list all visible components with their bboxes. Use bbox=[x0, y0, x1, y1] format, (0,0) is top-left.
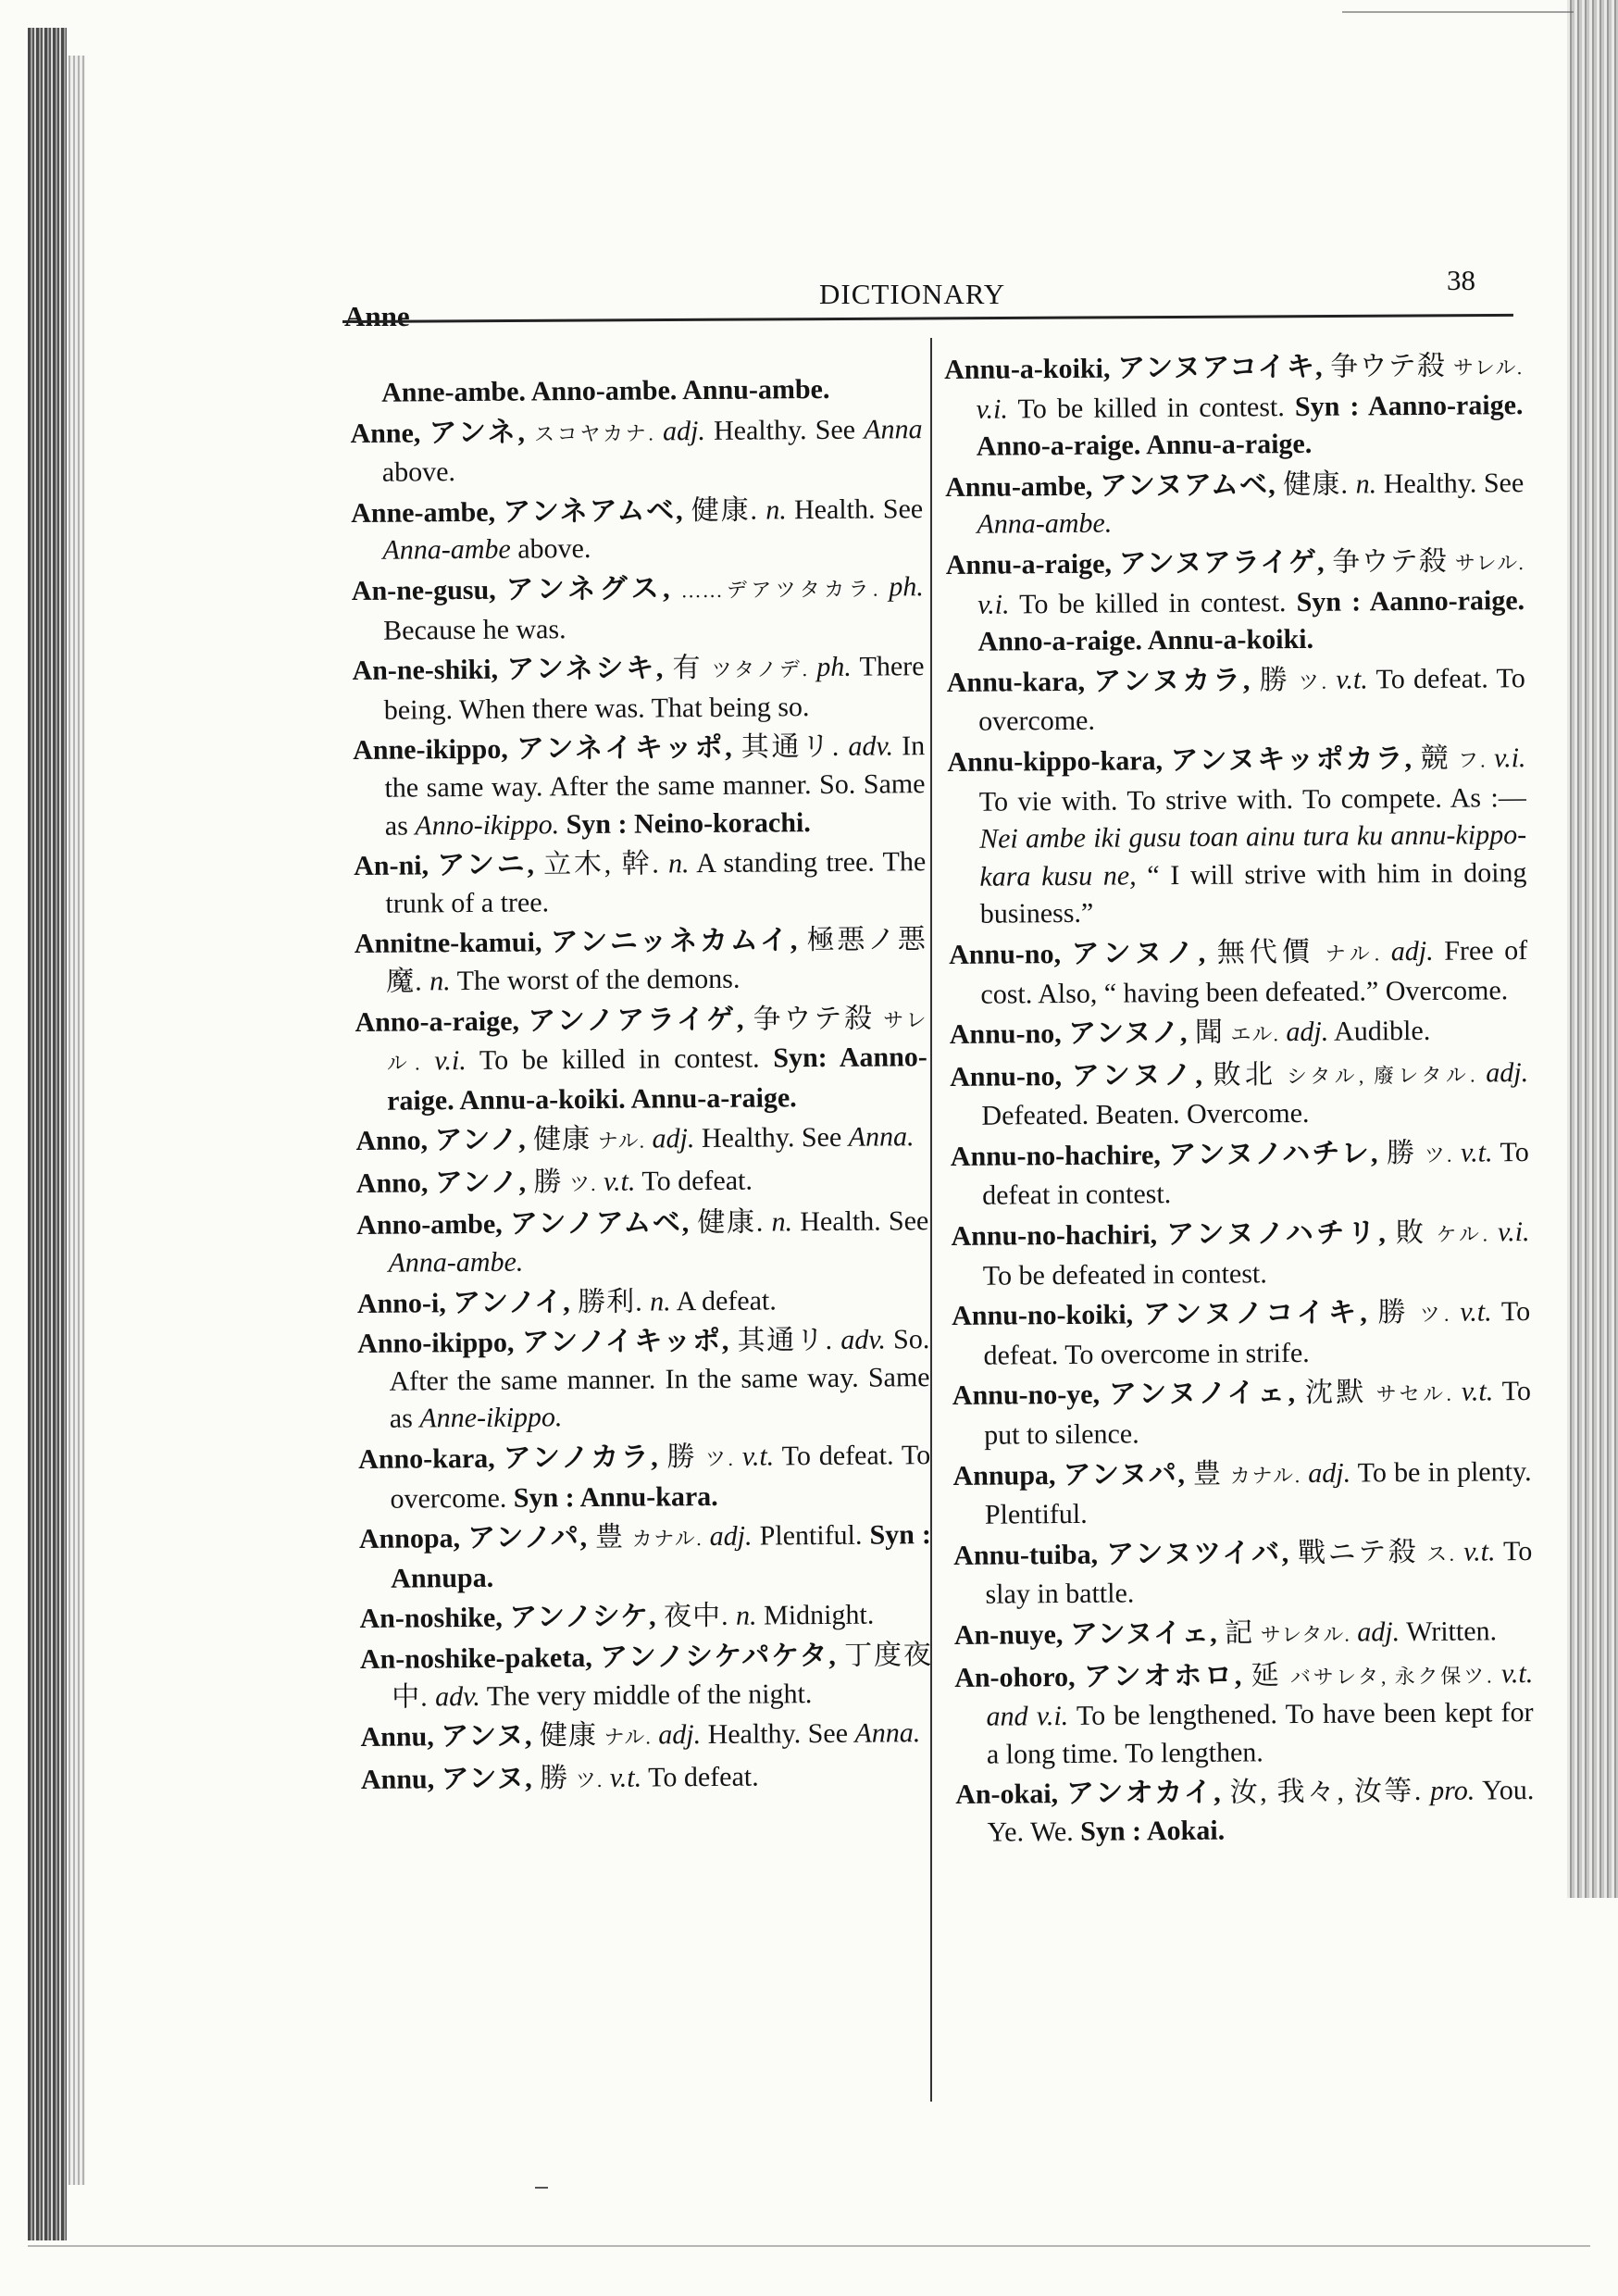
part-of-speech: v.i. bbox=[977, 589, 1010, 620]
cross-reference: Anno-ikippo. bbox=[415, 808, 560, 841]
kanji-gloss: 競 bbox=[1420, 742, 1450, 774]
dictionary-entry bbox=[947, 740, 1527, 934]
definition: To be killed in contest. bbox=[1019, 586, 1287, 619]
part-of-speech: ph. bbox=[889, 571, 924, 603]
headword: Annu, bbox=[360, 1764, 435, 1795]
kanji-gloss: 勝 bbox=[533, 1167, 563, 1198]
definition: Healthy. See bbox=[701, 1122, 842, 1154]
katakana-reading: アンオカイ, bbox=[1065, 1778, 1222, 1810]
headword: An-okai, bbox=[955, 1778, 1059, 1811]
definition: So. After the same manner. In the same way. Same as bbox=[389, 1324, 930, 1435]
katakana-reading: アンノイ, bbox=[453, 1286, 571, 1318]
definition: To be killed in contest. bbox=[479, 1042, 760, 1077]
definition: Plentiful. bbox=[759, 1519, 863, 1552]
part-of-speech: adj. bbox=[652, 1123, 695, 1154]
kanji-gloss: 健康. bbox=[1283, 468, 1350, 500]
definition: The very middle of the night. bbox=[486, 1678, 813, 1712]
katakana-reading: アンヌノ, bbox=[1068, 1017, 1189, 1050]
dictionary-entry bbox=[952, 1293, 1531, 1375]
kana-gloss: ナル. bbox=[597, 1129, 646, 1154]
katakana-reading: アンヌアライゲ, bbox=[1118, 546, 1326, 580]
kanji-gloss: 沈默 bbox=[1304, 1377, 1367, 1409]
definition: To put to silence. bbox=[984, 1376, 1532, 1451]
kanji-gloss: 其通リ. bbox=[737, 1325, 834, 1356]
kana-gloss: ツ. bbox=[1419, 1302, 1450, 1327]
part-of-speech: v.t. bbox=[1460, 1137, 1493, 1168]
part-of-speech: adj. bbox=[658, 1719, 702, 1751]
headword: Annu-a-koiki, bbox=[944, 353, 1111, 385]
katakana-reading: アンノシケパケタ, bbox=[599, 1640, 837, 1673]
dictionary-entry bbox=[944, 347, 1524, 467]
kana-gloss: ナル. bbox=[604, 1725, 652, 1750]
dictionary-entry bbox=[946, 543, 1525, 662]
part-of-speech: adj. bbox=[1308, 1457, 1351, 1489]
headword: Annu-no-hachiri, bbox=[951, 1219, 1158, 1253]
katakana-reading: アンノパ, bbox=[467, 1522, 589, 1554]
headword: Anno, bbox=[355, 1125, 429, 1157]
part-of-speech: adj. bbox=[1390, 935, 1434, 967]
kana-gloss: ナル. bbox=[1325, 942, 1381, 966]
definition: To be lengthened. To have been kept for a long time. To lengthen. bbox=[986, 1697, 1534, 1770]
dictionary-entry bbox=[354, 843, 927, 923]
part-of-speech: n. bbox=[735, 1600, 757, 1632]
definition: Health. See bbox=[793, 493, 924, 526]
kanji-gloss: 健康. bbox=[697, 1206, 765, 1239]
kanji-gloss: 丁度夜中. bbox=[392, 1640, 933, 1713]
headword: Annu-tuiba, bbox=[953, 1539, 1099, 1571]
katakana-reading: アンネシキ, bbox=[506, 653, 665, 685]
cross-reference: Anna. bbox=[848, 1121, 915, 1154]
synonyms: Syn : Aanno-raige. Anno-a-raige. Annu-a-koiki. bbox=[977, 584, 1525, 657]
dictionary-entry bbox=[950, 1054, 1529, 1136]
dictionary-entry bbox=[359, 1597, 931, 1639]
kana-gloss: ツ. bbox=[575, 1767, 604, 1791]
katakana-reading: アンヌノハチレ, bbox=[1168, 1138, 1379, 1170]
kanji-gloss: 勝 bbox=[1386, 1137, 1417, 1169]
katakana-reading: アンニッネカムイ, bbox=[550, 925, 799, 958]
part-of-speech: n. bbox=[667, 848, 690, 880]
katakana-reading: アンノ, bbox=[434, 1124, 527, 1156]
scan-edge-left-inner bbox=[68, 56, 85, 2185]
part-of-speech: adv. bbox=[435, 1680, 480, 1712]
running-head: Anne bbox=[344, 300, 410, 332]
katakana-reading: アンヌアコイキ, bbox=[1117, 351, 1324, 384]
definition: Written. bbox=[1406, 1616, 1498, 1648]
headword: Annu-ambe, bbox=[945, 470, 1093, 503]
kana-gloss: ツタノデ. bbox=[711, 657, 809, 682]
dictionary-entry bbox=[356, 1204, 929, 1283]
headword: Anno, bbox=[355, 1167, 429, 1199]
headword: Anno-ambe, bbox=[356, 1209, 503, 1242]
part-of-speech: v.t. bbox=[1462, 1536, 1496, 1567]
section-title: DICTIONARY bbox=[819, 278, 1006, 310]
headword: An-ohoro, bbox=[954, 1661, 1076, 1693]
part-of-speech: v.t. bbox=[1336, 664, 1368, 695]
headword: An-ne-gusu, bbox=[351, 574, 496, 606]
definition: To defeat. bbox=[641, 1165, 753, 1197]
kanji-gloss: 健康 bbox=[539, 1720, 598, 1752]
headword: Anno-kara, bbox=[358, 1442, 495, 1475]
dictionary-entry bbox=[361, 1757, 933, 1801]
dictionary-entry bbox=[952, 1454, 1532, 1535]
katakana-reading: アンネアムベ, bbox=[503, 494, 684, 528]
kana-gloss: スコヤカナ. bbox=[533, 421, 654, 446]
part-of-speech: v.t. bbox=[609, 1762, 642, 1793]
definition: A defeat. bbox=[676, 1285, 777, 1316]
part-of-speech: adj. bbox=[709, 1520, 753, 1553]
kana-gloss: サレル. bbox=[1454, 551, 1525, 575]
kanji-gloss: 勝利. bbox=[578, 1286, 643, 1317]
part-of-speech: v.t. bbox=[1461, 1376, 1494, 1408]
cross-reference: Anna bbox=[864, 413, 923, 445]
stray-mark bbox=[535, 2187, 548, 2189]
headword: An-nuye, bbox=[953, 1619, 1064, 1651]
scan-bottom-line bbox=[28, 2245, 1590, 2247]
kanji-gloss: 勝 bbox=[1377, 1297, 1410, 1329]
kanji-gloss: 記 bbox=[1225, 1617, 1254, 1649]
kana-gloss: ス. bbox=[1426, 1541, 1456, 1566]
dictionary-entry bbox=[355, 921, 927, 1001]
kanji-gloss: 健康. bbox=[691, 494, 759, 526]
kanji-gloss: 立木, 幹. bbox=[543, 848, 660, 880]
headword: An-ne-shiki, bbox=[352, 654, 499, 687]
kanji-gloss: 健康 bbox=[533, 1124, 591, 1155]
definition: Health. See bbox=[800, 1205, 929, 1238]
kanji-gloss: 勝 bbox=[540, 1762, 569, 1794]
headword: Annu-kippo-kara, bbox=[947, 745, 1164, 778]
katakana-reading: アンヌアムベ, bbox=[1099, 468, 1276, 502]
katakana-reading: アンノアライゲ, bbox=[528, 1004, 745, 1037]
kanji-gloss: 争ウテ殺 bbox=[1332, 545, 1449, 578]
katakana-reading: アンネイキッポ, bbox=[516, 732, 733, 765]
kana-gloss: カナル. bbox=[1229, 1463, 1301, 1488]
kanji-gloss: 争ウテ殺 bbox=[1330, 350, 1447, 382]
part-of-speech: adv. bbox=[840, 1324, 887, 1356]
headword: Annitne-kamui, bbox=[354, 927, 542, 960]
left-column bbox=[350, 370, 933, 1803]
kanji-gloss: 戰ニテ殺 bbox=[1298, 1536, 1419, 1568]
headword: Annu-no-ye, bbox=[952, 1379, 1101, 1412]
definition: Healthy. See bbox=[1383, 467, 1525, 500]
headword: Anno-i, bbox=[356, 1287, 446, 1319]
definition: In the same way. After the same manner. So. Same as bbox=[384, 730, 926, 842]
katakana-reading: アンネグス, bbox=[505, 573, 671, 605]
dictionary-entry bbox=[357, 1281, 929, 1323]
headword: Annu-no-hachire, bbox=[950, 1140, 1161, 1172]
part-of-speech: v.i. bbox=[1493, 742, 1526, 774]
part-of-speech: v.i. bbox=[434, 1045, 467, 1077]
definition: To be defeated in contest. bbox=[982, 1257, 1267, 1292]
headword: Annu-kara, bbox=[946, 666, 1086, 698]
page-number: 38 bbox=[1447, 264, 1475, 296]
dictionary-entry bbox=[955, 1772, 1535, 1852]
katakana-reading: アンヌノ, bbox=[1071, 1059, 1204, 1092]
headword: An-ni, bbox=[354, 850, 429, 882]
kanji-gloss: 勝 bbox=[1259, 664, 1290, 696]
katakana-reading: アンヌパ, bbox=[1063, 1458, 1187, 1491]
kanji-gloss: 延 bbox=[1251, 1659, 1282, 1691]
definition: To defeat. To overcome. bbox=[390, 1440, 931, 1515]
part-of-speech: v.t. bbox=[603, 1166, 636, 1197]
dictionary-entry bbox=[355, 1118, 927, 1162]
synonyms: Syn : Annupa. bbox=[391, 1519, 932, 1594]
dictionary-entry bbox=[359, 1516, 932, 1598]
part-of-speech: v.t. bbox=[741, 1441, 775, 1472]
dictionary-entry bbox=[360, 1715, 932, 1758]
part-of-speech: v.i. bbox=[976, 393, 1009, 425]
part-of-speech: v.t. bbox=[1460, 1296, 1492, 1328]
kana-gloss: サレル. bbox=[1452, 356, 1524, 380]
kanji-gloss: 汝, 我々, 汝等. bbox=[1229, 1776, 1423, 1808]
headword: Annu-no, bbox=[948, 938, 1062, 970]
katakana-reading: アンノ, bbox=[434, 1167, 528, 1199]
dictionary-entry bbox=[355, 1000, 927, 1121]
dictionary-entry bbox=[950, 1012, 1528, 1056]
synonyms: Syn: Aanno-raige. Annu-a-koiki. Annu-a-raige. bbox=[387, 1042, 927, 1117]
dictionary-entry bbox=[353, 728, 926, 845]
definition: You. Ye. We. bbox=[987, 1775, 1535, 1848]
kanji-gloss: 豊 bbox=[594, 1521, 625, 1554]
definition: The worst of the demons. bbox=[456, 963, 741, 997]
kana-gloss: ツ. bbox=[568, 1171, 597, 1196]
kanji-gloss: 勝 bbox=[666, 1441, 698, 1473]
katakana-reading: アンノイキッポ, bbox=[521, 1326, 730, 1358]
katakana-reading: アンヌキッポカラ, bbox=[1170, 742, 1413, 777]
dictionary-entry bbox=[351, 491, 924, 570]
dictionary-entry bbox=[947, 660, 1526, 742]
definition: Defeated. Beaten. Overcome. bbox=[981, 1098, 1310, 1131]
kanji-gloss: 有 bbox=[672, 653, 703, 684]
kana-gloss: ……デアツタカラ. bbox=[680, 577, 879, 603]
kana-gloss: ツ. bbox=[1298, 669, 1328, 693]
right-column bbox=[944, 347, 1535, 1854]
dictionary-entry bbox=[357, 1321, 930, 1439]
kana-gloss: フ. bbox=[1457, 748, 1487, 772]
definition: To defeat. To overcome. bbox=[978, 662, 1525, 738]
kana-gloss: サレル. bbox=[386, 1007, 927, 1075]
kana-gloss: サレタル. bbox=[1260, 1622, 1350, 1647]
dictionary-entry bbox=[350, 411, 923, 493]
headword: Annu-no-koiki, bbox=[952, 1299, 1134, 1332]
kanji-gloss: 夜中. bbox=[663, 1601, 729, 1632]
kana-gloss: ツ. bbox=[704, 1446, 734, 1471]
katakana-reading: アンヌツイバ, bbox=[1105, 1537, 1290, 1570]
part-of-speech: adj. bbox=[662, 415, 706, 446]
definition-tail: “ I will strive with him in doing business.” bbox=[979, 856, 1527, 930]
kanji-gloss: 敗北 bbox=[1213, 1058, 1277, 1091]
dictionary-entry bbox=[954, 1613, 1533, 1657]
definition: To defeat. To overcome in strife. bbox=[983, 1296, 1531, 1371]
katakana-reading: アンヌノハチリ, bbox=[1165, 1217, 1387, 1251]
kana-gloss: カナル. bbox=[631, 1527, 703, 1551]
headword: Anno-ikippo, bbox=[357, 1327, 515, 1360]
dictionary-entry bbox=[352, 568, 925, 650]
part-of-speech: v.t. and v.i. bbox=[986, 1657, 1534, 1732]
kanji-gloss: 無代價 bbox=[1216, 936, 1315, 968]
definition: To be killed in contest. bbox=[1017, 391, 1285, 424]
synonyms: Syn : Neino-korachi. bbox=[566, 806, 811, 840]
kanji-gloss: 争ウテ殺 bbox=[753, 1003, 875, 1035]
kana-gloss: ケル. bbox=[1436, 1222, 1489, 1246]
definition-tail: above. bbox=[381, 456, 456, 488]
cross-reference: Anna-ambe bbox=[382, 534, 511, 567]
kanji-gloss: 極悪ノ悪魔. bbox=[386, 924, 927, 997]
cross-reference: Anna-ambe. bbox=[388, 1246, 524, 1279]
kana-gloss: シタル, 廢レタル. bbox=[1286, 1063, 1476, 1088]
dictionary-entry bbox=[952, 1373, 1532, 1454]
column-divider bbox=[930, 338, 932, 2102]
headword: Annu-a-raige, bbox=[945, 548, 1113, 580]
synonyms: Syn : Annu-kara. bbox=[513, 1480, 718, 1514]
dictionary-entry bbox=[350, 370, 922, 412]
definition: Because he was. bbox=[383, 613, 566, 646]
dictionary-entry bbox=[954, 1655, 1534, 1775]
definition: Midnight. bbox=[763, 1600, 875, 1631]
kanji-gloss: 敗 bbox=[1395, 1217, 1427, 1249]
kana-gloss: サセル. bbox=[1375, 1382, 1453, 1406]
katakana-reading: アンヌ, bbox=[441, 1763, 533, 1795]
definition: There being. When there was. That being so. bbox=[383, 651, 925, 726]
synonyms: Anne-ambe. Anno-ambe. Annu-ambe. bbox=[381, 373, 830, 408]
kanji-gloss: 其通リ. bbox=[741, 731, 840, 764]
part-of-speech: pro. bbox=[1430, 1775, 1475, 1807]
definition: Healthy. See bbox=[713, 414, 856, 446]
kana-gloss: エル. bbox=[1230, 1022, 1280, 1046]
kanji-gloss: 豊 bbox=[1192, 1458, 1223, 1490]
part-of-speech: adj. bbox=[1486, 1056, 1529, 1089]
definition: To be in plenty. Plentiful. bbox=[984, 1455, 1532, 1530]
katakana-reading: アンヌ, bbox=[441, 1720, 533, 1753]
headword: Anne, bbox=[350, 417, 421, 449]
scan-edge-left bbox=[28, 28, 67, 2240]
part-of-speech: n. bbox=[1355, 468, 1377, 500]
part-of-speech: n. bbox=[650, 1285, 671, 1317]
cross-reference: Anna. bbox=[854, 1717, 921, 1749]
dictionary-entry bbox=[949, 932, 1528, 1014]
headword: An-noshike-paketa, bbox=[359, 1641, 592, 1675]
definition: Audible. bbox=[1333, 1015, 1431, 1047]
katakana-reading: アンノアムベ, bbox=[509, 1207, 691, 1241]
katakana-reading: アンヌノ, bbox=[1071, 937, 1207, 969]
kana-gloss: バサレタ, 永ク保ツ. bbox=[1289, 1663, 1493, 1689]
katakana-reading: アンヌイェ, bbox=[1069, 1617, 1218, 1650]
katakana-reading: アンヌノコイキ, bbox=[1142, 1297, 1368, 1330]
definition: To slay in battle. bbox=[985, 1535, 1533, 1611]
definition-tail: above. bbox=[517, 533, 591, 565]
headword: Annopa, bbox=[358, 1523, 461, 1555]
katakana-reading: アンオホロ, bbox=[1083, 1660, 1243, 1692]
katakana-reading: アンヌノイェ, bbox=[1108, 1378, 1297, 1411]
dictionary-entry bbox=[352, 648, 925, 730]
headword: Annu-no, bbox=[949, 1018, 1062, 1051]
dictionary-entry bbox=[358, 1437, 931, 1518]
headword: Anne-ambe, bbox=[351, 496, 496, 529]
part-of-speech: n. bbox=[771, 1206, 793, 1238]
page-header bbox=[0, 0, 1618, 333]
part-of-speech: adj. bbox=[1286, 1016, 1329, 1048]
kanji-gloss: 聞 bbox=[1194, 1017, 1225, 1048]
dictionary-entry bbox=[360, 1637, 933, 1716]
katakana-reading: アンノシケ, bbox=[509, 1601, 657, 1634]
part-of-speech: n. bbox=[765, 494, 787, 526]
katakana-reading: アンニ, bbox=[437, 849, 536, 881]
dictionary-entry bbox=[951, 1134, 1530, 1216]
katakana-reading: アンノカラ, bbox=[503, 1441, 659, 1474]
cross-reference: Anna-ambe. bbox=[977, 507, 1113, 541]
cross-reference: Anne-ikippo. bbox=[419, 1402, 563, 1434]
cross-reference: Nei ambe iki gusu toan ainu tura ku annu-kippo-kara kusu ne, bbox=[979, 819, 1527, 892]
katakana-reading: アンネ, bbox=[429, 417, 527, 448]
part-of-speech: adv. bbox=[848, 730, 894, 763]
headword: Anne-ikippo, bbox=[353, 734, 508, 767]
header-rule bbox=[342, 314, 1513, 323]
definition: A standing tree. The trunk of a tree. bbox=[385, 846, 927, 919]
kana-gloss: ツ. bbox=[1424, 1142, 1453, 1167]
dictionary-entry bbox=[953, 1533, 1533, 1615]
dictionary-entry bbox=[945, 465, 1525, 544]
dictionary-entry bbox=[356, 1161, 928, 1204]
dictionary-entry bbox=[951, 1214, 1530, 1295]
definition: To defeat. bbox=[648, 1761, 759, 1793]
part-of-speech: ph. bbox=[816, 651, 852, 683]
part-of-speech: n. bbox=[429, 966, 451, 997]
definition: To vie with. To strive with. To compete. As :— bbox=[978, 781, 1526, 817]
headword: Annu-no, bbox=[950, 1060, 1063, 1092]
part-of-speech: v.i. bbox=[1497, 1217, 1530, 1248]
synonyms: Syn : Aanno-raige. Anno-a-raige. Annu-a-raige. bbox=[976, 389, 1524, 462]
headword: An-noshike, bbox=[359, 1603, 503, 1635]
definition: Free of cost. Also, “ having been defeated.” Overcome. bbox=[980, 934, 1528, 1010]
part-of-speech: adj. bbox=[1357, 1616, 1400, 1648]
headword: Annu, bbox=[360, 1721, 434, 1753]
definition: To defeat in contest. bbox=[982, 1136, 1529, 1212]
katakana-reading: アンヌカラ, bbox=[1093, 665, 1251, 697]
headword: Annupa, bbox=[952, 1459, 1056, 1491]
headword: Anno-a-raige, bbox=[355, 1005, 520, 1038]
definition: Healthy. See bbox=[707, 1718, 849, 1751]
synonyms: Syn : Aokai. bbox=[1080, 1815, 1226, 1847]
